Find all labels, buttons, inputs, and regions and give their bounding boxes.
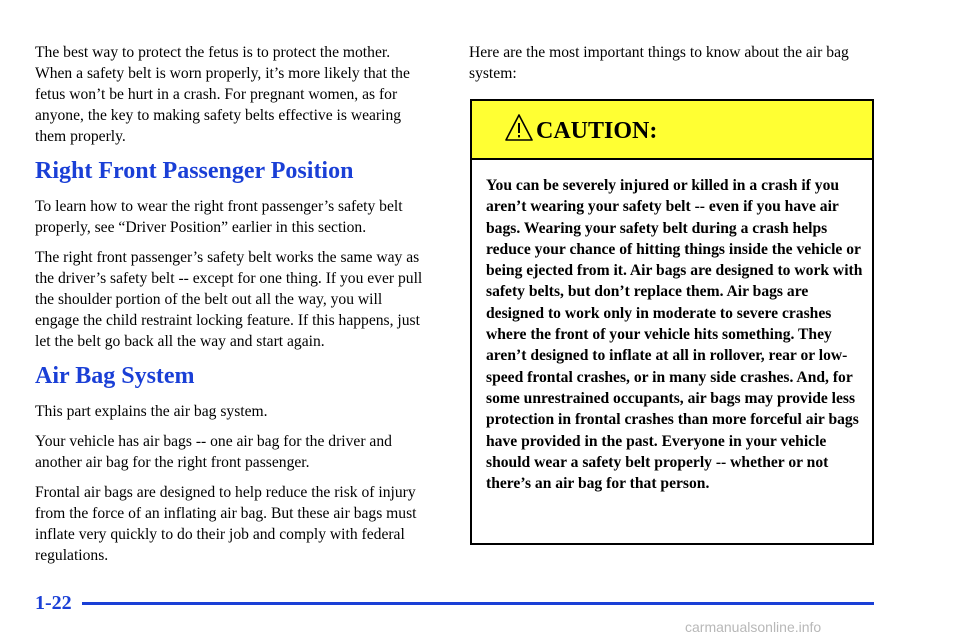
paragraph: Your vehicle has air bags -- one air bag for the driver and another air bag for the right front passenger. (35, 433, 392, 471)
paragraph: Frontal air bags are designed to help reduce the risk of injury from the force of an inflating air bag. But these air bags must inflate very quickly to do their job and comply with federal regulations. (35, 484, 417, 564)
caution-header (472, 101, 872, 160)
footer-divider (82, 602, 874, 605)
page-number: 1-22 (35, 592, 72, 614)
intro-paragraph: The best way to protect the fetus is to protect the mother. When a safety belt is worn properly, it’s more likely that the fetus won’t be hurt in a crash. For pregnant women, as for anyone, the key to making safety belts effective is wearing them properly. (35, 44, 410, 145)
intro-paragraph: Here are the most important things to know about the air bag system: (469, 44, 849, 82)
paragraph: This part explains the air bag system. (35, 403, 268, 420)
left-column (35, 42, 430, 575)
warning-triangle-icon (504, 113, 534, 143)
watermark: carmanualsonline.info (685, 619, 822, 635)
caution-title: CAUTION: (536, 118, 658, 144)
section-heading-right-front-passenger: Right Front Passenger Position (35, 158, 354, 184)
section-heading-air-bag-system: Air Bag System (35, 363, 195, 389)
paragraph: The right front passenger’s safety belt works the same way as the driver’s safety belt -- except for one thing. If you ever pull the shoulder portion of the belt out all the way, you will engage the child restraint locking feature. If this happens, just let the belt go back all the way and start again. (35, 249, 423, 350)
paragraph: To learn how to wear the right front passenger’s safety belt properly, see “Driver Position” earlier in this section. (35, 198, 403, 236)
caution-text: You can be severely injured or killed in a crash if you aren’t wearing your safety belt -- even if you have air bags. Wearing your safety belt during a crash helps reduce your chance of hitting things inside the vehicle or being ejected from it. Air bags are designed to work with safety belts, but don’t replace them. Air bags are designed to work only in moderate to severe crashes where the front of your vehicle hits something. They aren’t designed to inflate at all in rollover, rear or low-speed frontal crashes, or in many side crashes. And, for some unrestrained occupants, air bags may provide less protection in frontal crashes than more forceful air bags have provided in the past. Everyone in your vehicle should wear a safety belt properly -- whether or not there’s an air bag for that person. (486, 177, 863, 493)
caution-box (470, 99, 874, 545)
right-column (469, 42, 879, 93)
